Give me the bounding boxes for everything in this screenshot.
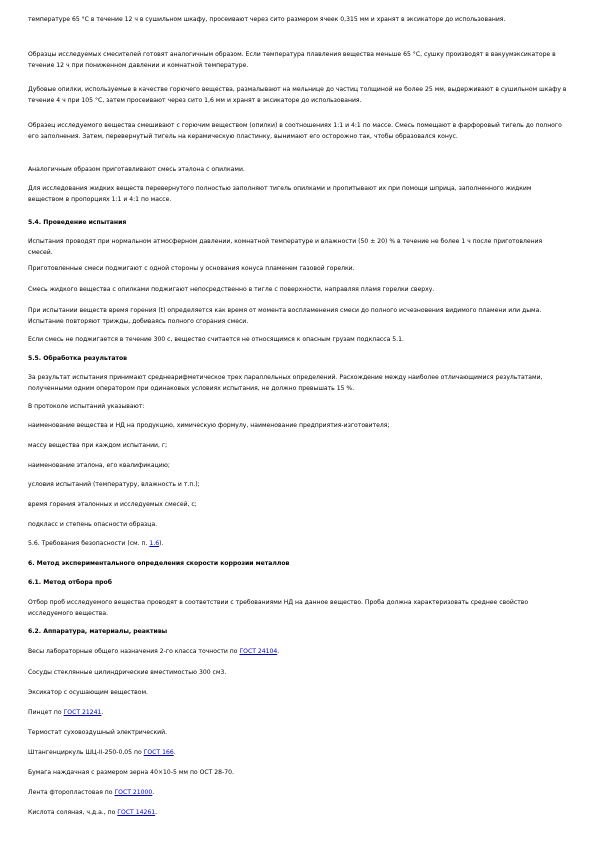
paragraph: Отбор проб исследуемого вещества проводят в соответствии с требованиями НД на данное вещество. Проба должна характеризовать среднее свойство исследуемого вещества. [28, 599, 529, 617]
list-item: подкласс и степень опасности образца. [28, 521, 158, 528]
paragraph-text: Лента фторопластовая по [28, 789, 115, 796]
list-item [28, 707, 103, 718]
gost-link[interactable]: ГОСТ 21000 [114, 789, 153, 796]
paragraph: Если смесь не поджигается в течение 300 с, вещество считается не относящимся к опасным грузам подкласса 5.1. [28, 336, 404, 343]
paragraph-text-end: . [155, 809, 158, 816]
section-link[interactable]: 1.6 [149, 540, 160, 547]
paragraph: Смесь жидкого вещества с опилками поджигают непосредственно в тигле с поверхности, направляя пламя горелки сверху. [28, 286, 435, 293]
list-item: Бумага наждачная с размером зерна 40×10-5 мм по ОСТ 28-70. [28, 769, 234, 776]
paragraph: Дубовые опилки, используемые в качестве горючего вещества, размалывают на мельнице до частиц толщиной не более 25 мм, выдерживают в сушильном шкафу в течение 4 ч при 105 °С, затем просеивают через сито 1,6 мм и хранят в эксикаторе до использования. [28, 86, 567, 104]
gost-link[interactable]: ГОСТ 21241 [63, 709, 102, 716]
list-item: время горения эталонных и исследуемых смесей, с; [28, 501, 197, 508]
gost-link[interactable]: ГОСТ 166 [143, 749, 174, 756]
list-item [28, 646, 279, 657]
paragraph [28, 538, 163, 549]
paragraph: За результат испытания принимают среднеарифметическое трех параллельных определений. Расхождение между наиболее отличающимися результатами, полученными одним оператором при одинаковых условиях испытания, не должно превышать 15 %. [28, 374, 543, 392]
paragraph: Образцы исследуемых смесителей готовят аналогичным образом. Если температура плавления вещества меньше 65 °С, сушку производят в вакуумэксикаторе в течение 12 ч при пониженном давлении и комнатной температуре. [28, 51, 556, 69]
paragraph: Испытания проводят при нормальном атмосферном давлении, комнатной температуре и влажности (50 ± 20) % в течение не более 1 ч после приготовления смесей. [28, 238, 543, 256]
section-heading: 5.4. Проведение испытания [28, 219, 127, 226]
list-item: наименование вещества и НД на продукцию, химическую формулу, наименование предприятия-изготовителя; [28, 422, 390, 429]
paragraph: Приготовленные смеси поджигают с одной стороны у основания конуса пламенем газовой горелки. [28, 265, 355, 272]
section-heading: 5.5. Обработка результатов [28, 355, 128, 362]
section-heading: 6.1. Метод отбора проб [28, 579, 112, 586]
paragraph-text-end: . [101, 709, 104, 716]
paragraph-text-end: . [152, 789, 155, 796]
list-item: условия испытаний (температуру, влажность и т.п.); [28, 481, 200, 488]
list-item [28, 747, 176, 758]
paragraph-text: Штангенциркуль ШЦ-II-250-0,05 по [28, 749, 144, 756]
paragraph: Образец исследуемого вещества смешивают с горючим веществом (опилки) в соотношениях 1:1 и 4:1 по массе. Смесь помещают в фарфоровый тигель до полного его заполнения. Затем, перевернутый тигель на керамическую пластинку, вынимают его осторожно так, чтобы образовался конус. [28, 122, 562, 140]
gost-link[interactable]: ГОСТ 24104 [239, 648, 278, 655]
paragraph-text: Весы лабораторные общего назначения 2-го класса точности по [28, 648, 240, 655]
paragraph-text: 5.6. Требования безопасности (см. п. [28, 540, 150, 547]
section-heading: 6. Метод экспериментального определения скорости коррозии металлов [28, 560, 290, 567]
section-heading: 6.2. Аппаратура, материалы, реактивы [28, 628, 168, 635]
paragraph: При испытании веществ время горения (t) определяется как время от момента воспламенения смеси до полного исчезновения видимого пламени или дыма. Испытание повторяют трижды, добиваясь полного сгорания смеси. [28, 307, 542, 325]
paragraph: Для исследования жидких веществ перевернутого полностью заполняют тигель опилками и пропитывают их при помощи шприца, заполненного жидким веществом в пропорциях 1:1 и 4:1 по массе. [28, 185, 532, 203]
paragraph-text-end: . [173, 749, 176, 756]
list-item: массу вещества при каждом испытании, г; [28, 442, 168, 449]
paragraph-text-end: ). [159, 540, 164, 547]
paragraph: Аналогичным образом приготавливают смесь эталона с опилками. [28, 166, 245, 173]
paragraph: В протоколе испытаний указывают: [28, 403, 145, 410]
paragraph-text: Кислота соляная, ч.д.а., по [28, 809, 118, 816]
list-item: наименование эталона, его квалификацию; [28, 462, 170, 469]
paragraph-text-end: . [277, 648, 280, 655]
gost-link[interactable]: ГОСТ 14261 [117, 809, 156, 816]
list-item: Сосуды стеклянные цилиндрические вместимостью 300 см3. [28, 669, 227, 676]
list-item: Термостат суховоздушный электрический. [28, 729, 168, 736]
list-item: Эксикатор с осушающим веществом. [28, 689, 148, 696]
paragraph-text: Пинцет по [28, 709, 64, 716]
list-item [28, 787, 154, 798]
paragraph: температуре 65 °С в течение 12 ч в сушильном шкафу, просеивают через сито размером ячеек 0,315 мм и хранят в эксикаторе до использования. [28, 16, 506, 23]
list-item [28, 807, 157, 818]
